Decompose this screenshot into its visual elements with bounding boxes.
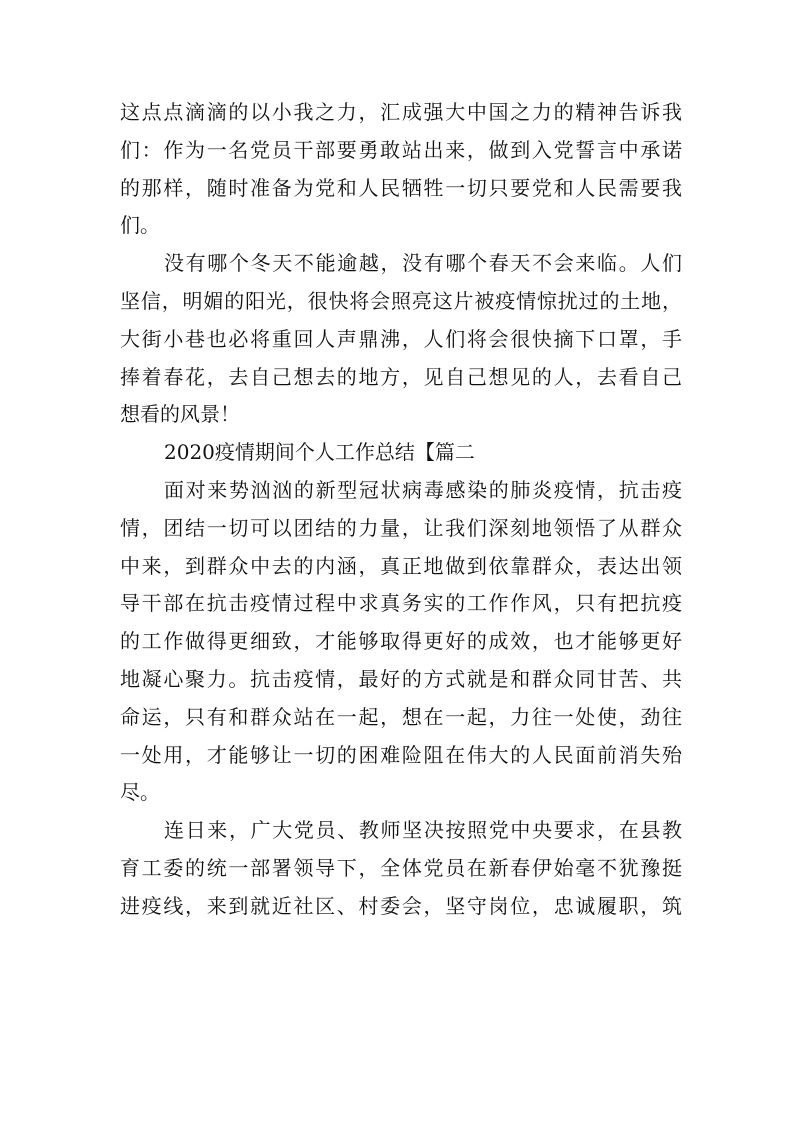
text-line: 2020疫情期间个人工作总结【篇二 xyxy=(164,440,475,465)
text-line: 这点点滴滴的以小我之力，汇成强大中国之力的精神告诉我 xyxy=(120,100,682,124)
text-line: 情，团结一切可以团结的力量，让我们深刻地领悟了从群众 xyxy=(120,515,682,540)
text-line: 的那样，随时准备为党和人民牺牲一切只要党和人民需要我 xyxy=(120,175,682,200)
text-line: 一处用，才能够让一切的困难险阻在伟大的人民面前消失殆 xyxy=(120,742,682,767)
text-line: 尽。 xyxy=(120,780,160,805)
text-line: 捧着春花，去自己想去的地方，见自己想见的人，去看自己 xyxy=(120,364,682,389)
text-line: 们：作为一名党员干部要勇敢站出来，做到入党誓言中承诺 xyxy=(120,137,682,162)
text-line: 大街小巷也必将重回人声鼎沸，人们将会很快摘下口罩，手 xyxy=(120,326,682,351)
text-line: 想看的风景！ xyxy=(120,402,240,427)
text-line: 坚信，明媚的阳光，很快将会照亮这片被疫情惊扰过的土地， xyxy=(120,288,682,313)
text-line: 的工作做得更细致，才能够取得更好的成效，也才能够更好 xyxy=(120,629,682,654)
body-text xyxy=(120,94,682,926)
text-line: 进疫线，来到就近社区、村委会，坚守岗位，忠诚履职，筑 xyxy=(120,893,682,918)
text-line: 育工委的统一部署领导下，全体党员在新春伊始毫不犹豫挺 xyxy=(120,855,682,880)
text-line: 没有哪个冬天不能逾越，没有哪个春天不会来临。人们 xyxy=(164,251,682,276)
text-line: 中来，到群众中去的内涵，真正地做到依靠群众，表达出领 xyxy=(120,553,682,578)
text-line: 导干部在抗击疫情过程中求真务实的工作作风，只有把抗疫 xyxy=(120,591,682,616)
text-line: 连日来，广大党员、教师坚决按照党中央要求，在县教 xyxy=(164,818,682,843)
text-line: 地凝心聚力。抗击疫情，最好的方式就是和群众同甘苦、共 xyxy=(120,666,682,691)
text-line: 面对来势汹汹的新型冠状病毒感染的肺炎疫情，抗击疫 xyxy=(164,477,682,502)
text-line: 命运，只有和群众站在一起，想在一起，力往一处使，劲往 xyxy=(120,704,682,729)
text-line: 们。 xyxy=(120,213,160,238)
